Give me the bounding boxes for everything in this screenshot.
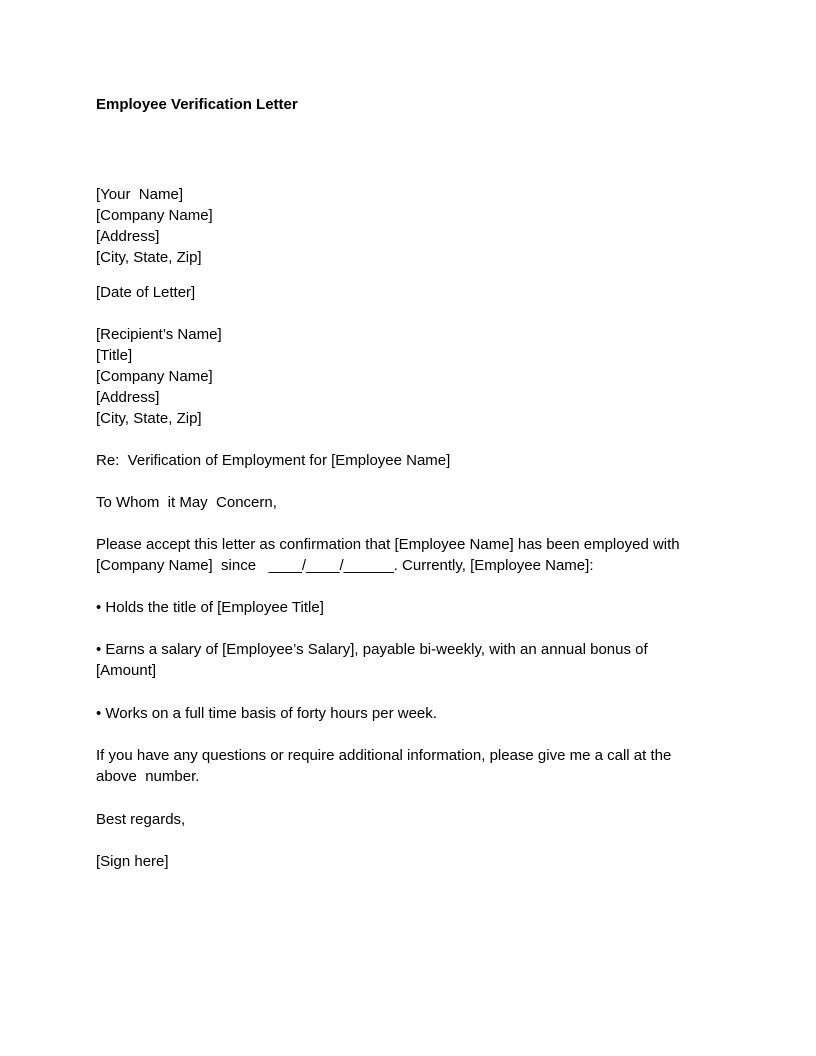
recipient-title: [Title] — [96, 347, 133, 364]
recipient-city-state-zip: [City, State, Zip] — [96, 410, 202, 427]
recipient-address: [Address] — [96, 389, 160, 406]
bullet-title: • Holds the title of [Employee Title] — [96, 599, 324, 616]
bullet-salary — [96, 639, 736, 681]
recipient-name: [Recipient’s Name] — [96, 326, 222, 343]
sender-city-state-zip: [City, State, Zip] — [96, 249, 202, 266]
sender-company: [Company Name] — [96, 207, 213, 224]
sender-address: [Address] — [96, 228, 160, 245]
letter-title: Employee Verification Letter — [96, 96, 298, 113]
sender-address-block — [96, 184, 736, 268]
recipient-company: [Company Name] — [96, 368, 213, 385]
closing-line: If you have any questions or require additional information, please give me a call at the — [96, 747, 672, 764]
signature-placeholder: [Sign here] — [96, 853, 169, 870]
subject-line: Re: Verification of Employment for [Employee Name] — [96, 452, 451, 469]
intro-line: Please accept this letter as confirmation that [Employee Name] has been employed with — [96, 536, 680, 553]
salutation: To Whom it May Concern, — [96, 494, 277, 511]
letter-date: [Date of Letter] — [96, 284, 196, 301]
bullet-hours: • Works on a full time basis of forty hours per week. — [96, 705, 437, 722]
bullet-salary-line: [Amount] — [96, 662, 157, 679]
closing-line: above number. — [96, 768, 200, 785]
recipient-address-block — [96, 324, 736, 429]
letter-page — [96, 94, 736, 872]
signoff: Best regards, — [96, 811, 186, 828]
bullet-salary-line: • Earns a salary of [Employee’s Salary], payable bi-weekly, with an annual bonus of — [96, 641, 648, 658]
intro-line: [Company Name] since ____/____/______. Currently, [Employee Name]: — [96, 557, 594, 574]
intro-paragraph — [96, 534, 736, 576]
closing-paragraph — [96, 745, 736, 787]
sender-name: [Your Name] — [96, 186, 183, 203]
